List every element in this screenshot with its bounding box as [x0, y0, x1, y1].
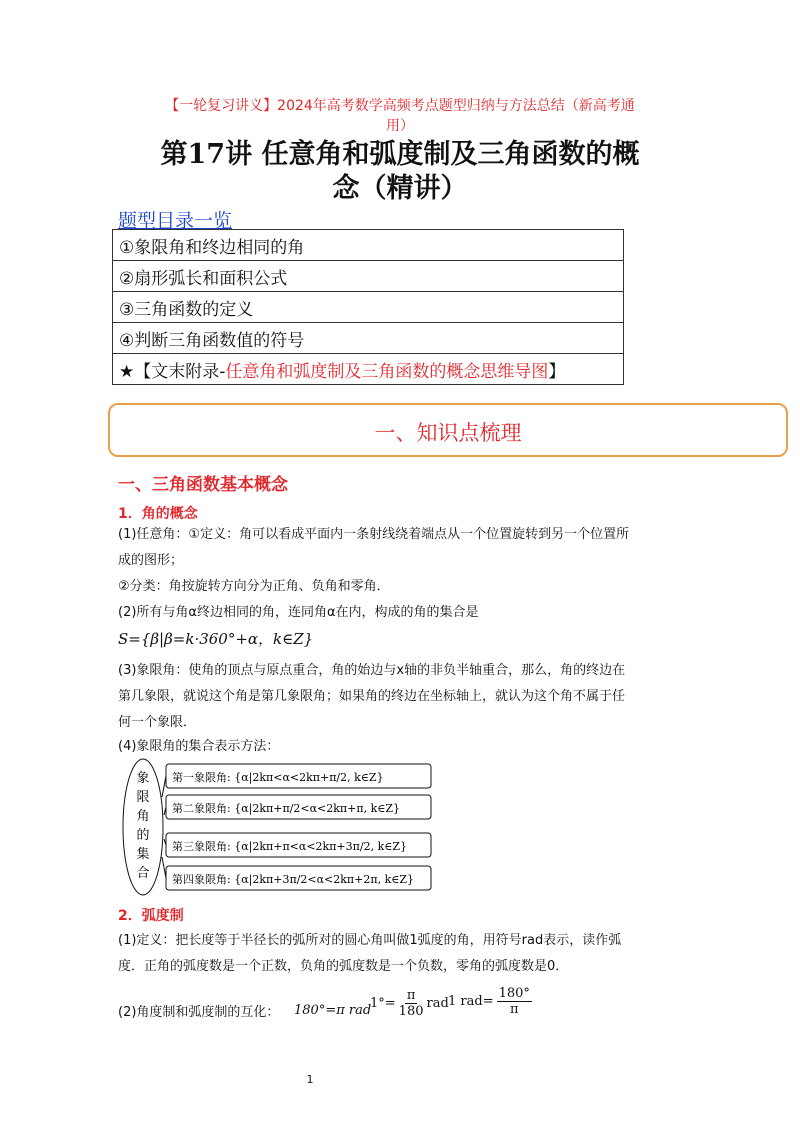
paragraph-conversion: (2)角度制和弧度制的互化： — [118, 1005, 280, 1020]
lecture-title-line-1: 第17讲 任意角和弧度制及三角函数的概 — [160, 139, 640, 170]
oval-char-6: 合 — [136, 866, 150, 881]
formula-180-deg: 180°=π rad — [294, 1003, 372, 1018]
section-banner — [108, 403, 788, 457]
q4-set: 第四象限角: {α|2kπ+3π/2<α<2kπ+2π, k∈Z} — [172, 873, 415, 886]
lecture-title-line-2: 念（精讲） — [332, 173, 468, 204]
subheading-radian: 2．弧度制 — [118, 908, 184, 924]
paragraph-classification: ②分类：角按旋转方向分为正角、负角和零角． — [118, 579, 390, 594]
one-radian-fraction — [497, 986, 532, 1017]
toc-item-3[interactable]: ③三角函数的定义 — [113, 292, 624, 323]
paragraph-quadrant-3: 何一个象限． — [118, 715, 197, 730]
paragraph-coterminal: (2)所有与角α终边相同的角，连同角α在内，构成的角的集合是 — [118, 605, 479, 620]
oval-char-2: 限 — [136, 790, 150, 805]
arrow-q1 — [162, 776, 166, 797]
one-degree-num: π — [406, 988, 416, 1003]
toc-table — [112, 229, 624, 385]
one-degree-unit: rad — [426, 996, 449, 1011]
toc-appendix-prefix: ★【文末附录- — [119, 361, 226, 382]
toc-heading[interactable]: 题型目录一览 — [118, 210, 233, 232]
paragraph-radian-def-2: 度．正角的弧度数是一个正数，负角的弧度数是一个负数，零角的弧度数是0． — [118, 959, 569, 974]
toc-appendix-suffix: 】 — [548, 361, 566, 382]
header-line-2: 用） — [386, 118, 414, 134]
section-title: 一、知识点梳理 — [374, 421, 522, 445]
page-number: 1 — [306, 1073, 314, 1086]
formula-one-degree — [370, 988, 449, 1019]
paragraph-any-angle-1: (1)任意角：①定义：角可以看成平面内一条射线绕着端点从一个位置旋转到另一个位置所 — [118, 527, 630, 542]
q1-set: 第一象限角: {α|2kπ<α<2kπ+π/2, k∈Z} — [172, 771, 384, 784]
subheading-angle-concept: 1．角的概念 — [118, 506, 198, 522]
one-degree-fraction — [399, 988, 424, 1019]
one-radian-den: π — [509, 1002, 519, 1017]
one-degree-lhs: 1°= — [370, 996, 396, 1011]
toc-item-2[interactable]: ②扇形弧长和面积公式 — [113, 261, 624, 292]
q2-set: 第二象限角: {α|2kπ+π/2<α<2kπ+π, k∈Z} — [172, 802, 401, 815]
arrow-q4 — [162, 857, 166, 878]
header-line-1: 【一轮复习讲义】2024年高考数学高频考点题型归纳与方法总结（新高考通 — [165, 98, 635, 114]
oval-char-5: 集 — [136, 847, 150, 862]
oval-char-3: 角 — [136, 809, 150, 824]
formula-one-radian — [448, 986, 535, 1017]
paragraph-quadrant-sets: (4)象限角的集合表示方法： — [118, 739, 280, 754]
one-degree-den: 180 — [398, 1004, 424, 1019]
toc-appendix[interactable] — [113, 354, 624, 385]
toc-item-1[interactable]: ①象限角和终边相同的角 — [113, 230, 624, 261]
paragraph-quadrant-2: 第几象限，就说这个角是第几象限角；如果角的终边在坐标轴上，就认为这个角不属于任 — [118, 689, 626, 704]
quadrant-diagram — [118, 757, 438, 897]
oval-char-4: 的 — [136, 828, 150, 843]
formula-coterminal-set: S={β|β=k·360°+α，k∈Z} — [118, 630, 314, 648]
one-radian-lhs: 1 rad= — [448, 994, 494, 1009]
toc-appendix-link[interactable]: 任意角和弧度制及三角函数的概念思维导图 — [225, 361, 549, 382]
section-heading: 一、三角函数基本概念 — [118, 475, 288, 495]
q3-set: 第三象限角: {α|2kπ+π<α<2kπ+3π/2, k∈Z} — [172, 840, 408, 853]
toc-item-4[interactable]: ④判断三角函数值的符号 — [113, 323, 624, 354]
paragraph-quadrant-1: (3)象限角：使角的顶点与原点重合，角的始边与x轴的非负半轴重合，那么，角的终边在 — [118, 663, 626, 678]
paragraph-any-angle-2: 成的图形； — [118, 553, 184, 568]
oval-char-1: 象 — [136, 771, 150, 786]
paragraph-radian-def-1: (1)定义：把长度等于半径长的弧所对的圆心角叫做1弧度的角，用符号rad表示，读作弧 — [118, 933, 622, 948]
one-radian-num: 180° — [498, 986, 530, 1001]
